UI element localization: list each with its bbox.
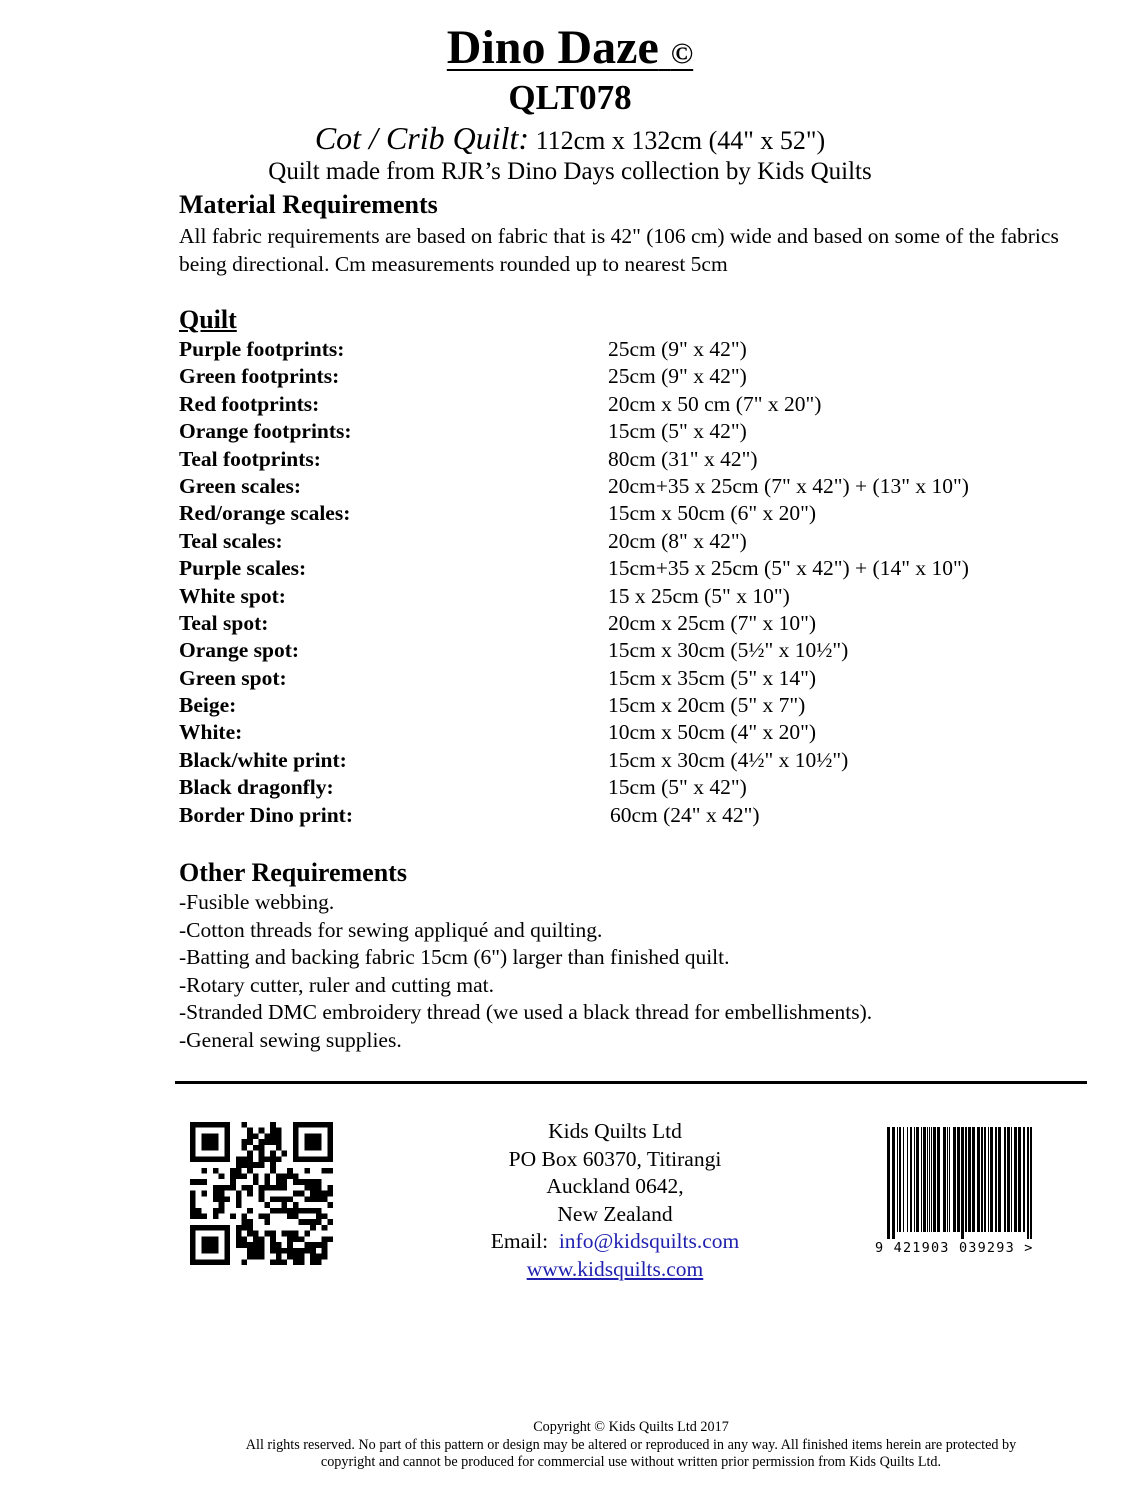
copyright-symbol: © [670, 37, 694, 70]
website-link[interactable]: www.kidsquilts.com [526, 1256, 704, 1281]
barcode-icon [873, 1125, 1043, 1255]
fabric-row [179, 500, 1079, 527]
list-item: -Cotton threads for sewing appliqué and quilting. [179, 917, 603, 942]
fabric-row [179, 747, 1079, 774]
size-label: Cot / Crib Quilt: [314, 120, 530, 156]
footer-rights-cont: copyright and cannot be produced for commercial use without written prior permission from Kids Quilts Ltd. [320, 1454, 942, 1470]
fabric-row [179, 528, 1079, 555]
email-line [460, 1228, 770, 1256]
email-label: Email: [490, 1229, 549, 1254]
quilt-heading: Quilt [179, 305, 237, 334]
fabric-name: Green scales: [179, 473, 301, 498]
fabric-name: Orange spot: [179, 638, 300, 663]
fabric-name: Teal spot: [179, 610, 269, 635]
company-name: Kids Quilts Ltd [548, 1119, 682, 1143]
material-description: All fabric requirements are based on fabric that is 42" (106 cm) wide and based on some of the fabrics being directional. Cm measurements rounded up to nearest 5cm [179, 224, 1059, 276]
other-requirements-list [179, 889, 1079, 1055]
fabric-amount: 15cm x 50cm (6" x 20") [608, 501, 817, 526]
list-item: -General sewing supplies. [179, 1027, 402, 1052]
fabric-amount: 60cm (24" x 42") [610, 802, 760, 827]
size-value: 112cm x 132cm (44" x 52") [535, 126, 826, 155]
email-link[interactable]: info@kidsquilts.com [558, 1229, 740, 1254]
barcode-digits: 9 421903 039293 > [875, 1240, 1034, 1255]
fabric-amount: 25cm (9" x 42") [608, 337, 747, 361]
fabric-row [179, 336, 1079, 363]
fabric-name: Black dragonfly: [179, 775, 334, 800]
city: Auckland 0642, [546, 1174, 684, 1199]
fabric-amount: 20cm x 50 cm (7" x 20") [608, 391, 822, 416]
fabric-amount: 15cm (5" x 42") [608, 775, 747, 800]
list-item: -Stranded DMC embroidery thread (we used a black thread for embellishments). [179, 1000, 873, 1025]
fabric-row [179, 637, 1079, 664]
fabric-name: Border Dino print: [179, 802, 353, 827]
fabric-row [179, 555, 1079, 582]
fabric-name: Black/white print: [179, 747, 347, 772]
fabric-row [179, 391, 1079, 418]
barcode-bars [887, 1127, 1032, 1239]
fabric-name: Green spot: [179, 665, 287, 690]
fabric-amount: 20cm+35 x 25cm (7" x 42") + (13" x 10") [608, 473, 969, 498]
fabric-name: Red footprints: [179, 391, 320, 416]
fabric-amount: 15cm x 35cm (5" x 14") [608, 665, 817, 690]
fabric-row [179, 665, 1079, 692]
fabric-name: Red/orange scales: [179, 501, 351, 526]
fabric-row [179, 583, 1079, 610]
list-item: -Batting and backing fabric 15cm (6") larger than finished quilt. [179, 945, 730, 970]
other-heading: Other Requirements [179, 858, 407, 887]
country: New Zealand [557, 1201, 673, 1226]
fabric-row [179, 446, 1079, 473]
footer-rights: All rights reserved. No part of this pattern or design may be altered or reproduced in any way. All finished items herein are protected by [245, 1436, 1017, 1453]
footer [180, 1419, 1082, 1472]
fabric-amount: 15 x 25cm (5" x 10") [608, 583, 790, 608]
qr-code-icon[interactable] [190, 1122, 333, 1265]
fabric-row [179, 802, 1079, 829]
fabric-amount: 15cm x 30cm (4½" x 10½") [608, 747, 849, 772]
fabric-amount: 20cm x 25cm (7" x 10") [608, 610, 817, 635]
title-block [0, 20, 1140, 75]
fabric-amount: 10cm x 50cm (4" x 20") [608, 720, 817, 745]
fabric-amount: 25cm (9" x 42") [608, 364, 747, 389]
contact-address [460, 1118, 770, 1284]
collection-text: Quilt made from RJR’s Dino Days collection by Kids Quilts [268, 158, 872, 185]
fabric-row [179, 719, 1079, 746]
fabric-amount: 15cm x 30cm (5½" x 10½") [608, 638, 849, 663]
divider [175, 1081, 1087, 1084]
list-item: -Fusible webbing. [179, 890, 335, 914]
fabric-name: White: [179, 720, 243, 745]
po-box: PO Box 60370, Titirangi [508, 1146, 722, 1171]
quilt-size [0, 120, 1140, 157]
pattern-code: QLT078 [508, 78, 632, 117]
fabric-amount: 15cm+35 x 25cm (5" x 42") + (14" x 10") [608, 556, 969, 581]
fabric-name: Purple scales: [179, 556, 307, 581]
fabric-row [179, 774, 1079, 801]
fabric-amount: 20cm (8" x 42") [608, 528, 747, 553]
fabric-name: Green footprints: [179, 364, 340, 389]
fabric-row [179, 610, 1079, 637]
fabric-amount: 15cm x 20cm (5" x 7") [608, 693, 806, 718]
fabric-name: Teal footprints: [179, 446, 321, 471]
fabric-row [179, 418, 1079, 445]
fabric-name: Purple footprints: [179, 337, 345, 361]
fabric-name: Orange footprints: [179, 419, 352, 444]
fabric-row [179, 363, 1079, 390]
fabric-amount: 80cm (31" x 42") [608, 446, 758, 471]
fabric-name: Teal scales: [179, 528, 283, 553]
fabric-name: White spot: [179, 583, 286, 608]
fabric-name: Beige: [179, 693, 237, 718]
fabric-amount: 15cm (5" x 42") [608, 419, 747, 444]
list-item: -Rotary cutter, ruler and cutting mat. [179, 972, 494, 997]
fabric-row [179, 692, 1079, 719]
fabric-row [179, 473, 1079, 500]
page-title: Dino Daze © [446, 21, 694, 74]
footer-copyright: Copyright © Kids Quilts Ltd 2017 [533, 1419, 729, 1435]
material-heading: Material Requirements [179, 190, 438, 219]
fabric-list [179, 336, 1079, 829]
